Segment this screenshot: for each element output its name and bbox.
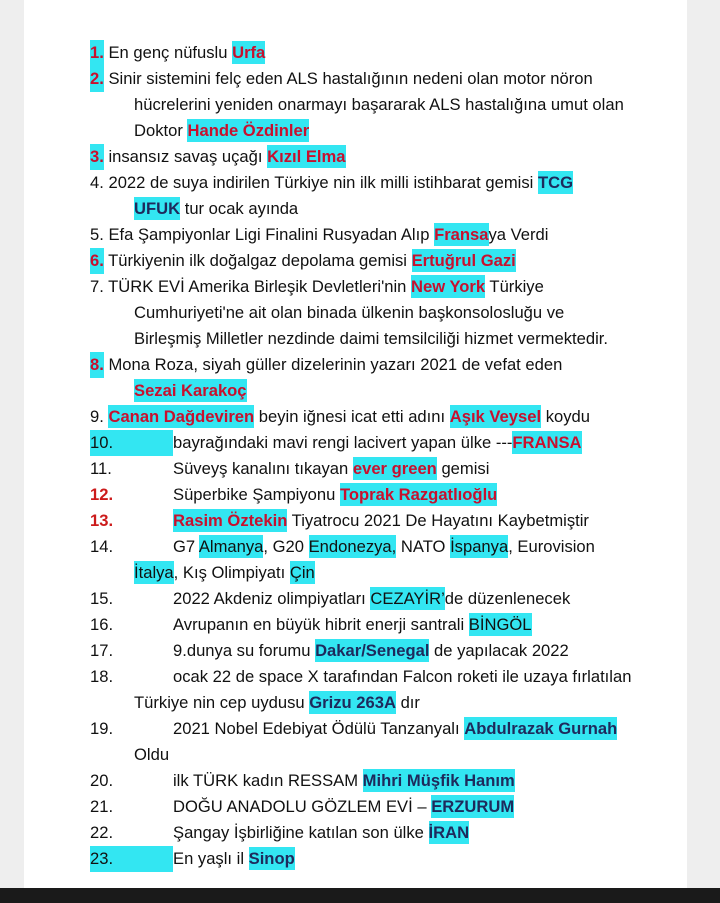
item-text: Şangay İşbirliğine katılan son ülke: [173, 823, 429, 842]
list-item: [90, 716, 690, 768]
item-first-line: [90, 66, 690, 92]
item-text: gemisi: [436, 459, 490, 478]
highlighted-answer: Almanya: [198, 537, 264, 556]
item-first-line: [90, 170, 690, 196]
item-text: koydu: [541, 407, 590, 426]
item-continuation-line: [90, 92, 690, 118]
item-text: Birleşmiş Milletler nezdinde daimi temsilciliği hizmet vermektedir.: [134, 329, 608, 348]
item-text: En yaşlı il: [173, 849, 249, 868]
list-item: [90, 846, 690, 872]
highlighted-answer: BİNGÖL: [468, 615, 532, 634]
item-first-line: [90, 820, 690, 846]
highlighted-answer: Hande Özdinler: [187, 121, 310, 140]
highlighted-answer: Aşık Veysel: [449, 407, 542, 426]
item-text: ocak 22 de space X tarafından Falcon roketi ile uzaya fırlatılan: [173, 667, 632, 686]
item-text: Cumhuriyeti'ne ait olan binada ülkenin başkonsolosluğu ve: [134, 303, 565, 322]
item-continuation-line: [90, 196, 690, 222]
item-text: Süperbike Şampiyonu: [173, 485, 340, 504]
item-text: Oldu: [134, 745, 170, 764]
list-item: [90, 248, 690, 274]
list-item: [90, 664, 690, 716]
highlighted-answer: İRAN: [428, 823, 470, 842]
item-number: 16.: [90, 615, 114, 634]
item-number: 10.: [90, 430, 173, 456]
item-first-line: [90, 768, 690, 794]
item-number: 9.: [90, 407, 104, 426]
highlighted-answer: Çin: [289, 563, 315, 582]
list-item: [90, 430, 690, 456]
item-text: Türkiyenin ilk doğalgaz depolama gemisi: [108, 251, 412, 270]
highlighted-answer: Sezai Karakoç: [134, 381, 247, 400]
list-item: [90, 586, 690, 612]
item-number: 18.: [90, 667, 114, 686]
item-continuation-line: [90, 300, 690, 326]
highlighted-answer: Urfa: [232, 43, 266, 62]
highlighted-answer: FRANSA: [512, 433, 582, 452]
item-first-line: [90, 586, 690, 612]
item-continuation-line: [90, 378, 690, 404]
item-number: 13.: [90, 511, 114, 530]
list-item: [90, 768, 690, 794]
item-first-line: [90, 248, 690, 274]
item-text: 2021 Nobel Edebiyat Ödülü Tanzanyalı: [173, 719, 465, 738]
item-text: Efa Şampiyonlar Ligi Finalini Rusyadan Alıp: [108, 225, 435, 244]
item-continuation-line: [90, 560, 690, 586]
item-number: 3.: [90, 144, 104, 170]
highlighted-answer: İspanya: [450, 537, 509, 556]
item-number: 4.: [90, 173, 104, 192]
item-number: 6.: [90, 248, 104, 274]
list-item: [90, 144, 690, 170]
item-number: 2.: [90, 66, 104, 92]
highlighted-answer: Toprak Razgatlıoğlu: [339, 485, 498, 504]
list-item: [90, 352, 690, 404]
item-number: 23.: [90, 846, 173, 872]
item-text: NATO: [396, 537, 451, 556]
highlighted-answer: ERZURUM: [431, 797, 515, 816]
item-number: 8.: [90, 352, 104, 378]
list-item: [90, 820, 690, 846]
highlighted-answer: Dakar/Senegal: [315, 641, 430, 660]
item-text: TÜRK EVİ Amerika Birleşik Devletleri'nin: [108, 277, 412, 296]
item-text: Sinir sistemini felç eden ALS hastalığının nedeni olan motor nöron: [108, 69, 593, 88]
item-text: Türkiye: [485, 277, 544, 296]
item-continuation-line: [90, 118, 690, 144]
highlighted-answer: Endonezya,: [308, 537, 397, 556]
item-text: 9.dunya su forumu: [173, 641, 316, 660]
item-first-line: [90, 482, 690, 508]
item-first-line: [90, 352, 690, 378]
item-text: Avrupanın en büyük hibrit enerji santrali: [173, 615, 469, 634]
item-text: dır: [395, 693, 420, 712]
item-text: G7: [173, 537, 199, 556]
item-number: 12.: [90, 485, 114, 504]
item-text: hücrelerini yeniden onarmayı başararak ALS hastalığına umut olan: [134, 95, 624, 114]
item-continuation-line: [90, 742, 690, 768]
item-number: 14.: [90, 537, 114, 556]
list-item: [90, 222, 690, 248]
item-number: 17.: [90, 641, 114, 660]
document-page: [24, 0, 687, 888]
item-text: insansız savaş uçağı: [108, 147, 268, 166]
highlighted-answer: Rasim Öztekin: [173, 511, 288, 530]
item-first-line: [90, 404, 690, 430]
item-text: DOĞU ANADOLU GÖZLEM EVİ –: [173, 797, 432, 816]
item-text: Mona Roza, siyah güller dizelerinin yazarı 2021 de vefat eden: [108, 355, 563, 374]
list-item: [90, 534, 690, 586]
highlighted-answer: Canan Dağdeviren: [108, 407, 255, 426]
item-first-line: [90, 144, 690, 170]
highlighted-answer: Abdulrazak Gurnah: [464, 719, 618, 738]
item-text: Doktor: [134, 121, 188, 140]
list-item: [90, 40, 690, 66]
item-number: 5.: [90, 225, 104, 244]
item-first-line: [90, 456, 690, 482]
item-text: 2022 Akdeniz olimpiyatları: [173, 589, 371, 608]
item-first-line: [90, 846, 690, 872]
item-first-line: [90, 508, 690, 534]
list-item: [90, 274, 690, 352]
item-first-line: [90, 534, 690, 560]
item-number: 7.: [90, 277, 104, 296]
highlighted-answer: Grizu 263A: [309, 693, 396, 712]
highlighted-answer: UFUK: [134, 199, 181, 218]
highlighted-answer: Ertuğrul Gazi: [411, 251, 516, 270]
highlighted-answer: Mihri Müşfik Hanım: [362, 771, 515, 790]
highlighted-answer: New York: [411, 277, 486, 296]
list-item: [90, 638, 690, 664]
highlighted-answer: İtalya: [134, 563, 174, 582]
list-item: [90, 508, 690, 534]
item-text: tur ocak ayında: [180, 199, 299, 218]
item-number: 11.: [90, 459, 112, 478]
item-text: Süveyş kanalını tıkayan: [173, 459, 353, 478]
list-item: [90, 170, 690, 222]
item-first-line: [90, 664, 690, 690]
item-text: , G20: [263, 537, 309, 556]
item-number: 22.: [90, 823, 114, 842]
item-first-line: [90, 612, 690, 638]
item-text: Tiyatrocu 2021 De Hayatını Kaybetmiştir: [287, 511, 589, 530]
item-number: 20.: [90, 771, 114, 790]
list-item: [90, 66, 690, 144]
item-text: , Kış Olimpiyatı: [173, 563, 290, 582]
list-item: [90, 482, 690, 508]
item-continuation-line: [90, 690, 690, 716]
highlighted-answer: CEZAYİR’: [370, 589, 445, 608]
bottom-bar: [0, 888, 720, 903]
item-number: 15.: [90, 589, 114, 608]
numbered-list: [90, 40, 690, 872]
highlighted-answer: Fransa: [434, 225, 489, 244]
item-first-line: [90, 794, 690, 820]
item-text: ilk TÜRK kadın RESSAM: [173, 771, 363, 790]
list-item: [90, 456, 690, 482]
highlighted-answer: ever green: [352, 459, 437, 478]
item-number: 1.: [90, 40, 104, 66]
item-text: , Eurovision: [508, 537, 595, 556]
item-first-line: [90, 274, 690, 300]
list-item: [90, 612, 690, 638]
item-number: 21.: [90, 797, 114, 816]
item-text: 2022 de suya indirilen Türkiye nin ilk milli istihbarat gemisi: [108, 173, 538, 192]
item-text: bayrağındaki mavi rengi lacivert yapan ülke ---: [173, 433, 513, 452]
highlighted-answer: Kızıl Elma: [267, 147, 346, 166]
item-first-line: [90, 716, 690, 742]
list-item: [90, 404, 690, 430]
item-first-line: [90, 40, 690, 66]
item-continuation-line: [90, 326, 690, 352]
highlighted-answer: TCG: [537, 173, 573, 192]
item-text: Türkiye nin cep uydusu: [134, 693, 310, 712]
item-first-line: [90, 430, 690, 456]
item-text: En genç nüfuslu: [108, 43, 233, 62]
item-first-line: [90, 222, 690, 248]
item-text: ya Verdi: [488, 225, 549, 244]
item-number: 19.: [90, 719, 114, 738]
highlighted-answer: Sinop: [248, 849, 295, 868]
item-text: de yapılacak 2022: [429, 641, 569, 660]
item-text: beyin iğnesi icat etti adını: [254, 407, 450, 426]
item-text: de düzenlenecek: [444, 589, 571, 608]
list-item: [90, 794, 690, 820]
item-first-line: [90, 638, 690, 664]
